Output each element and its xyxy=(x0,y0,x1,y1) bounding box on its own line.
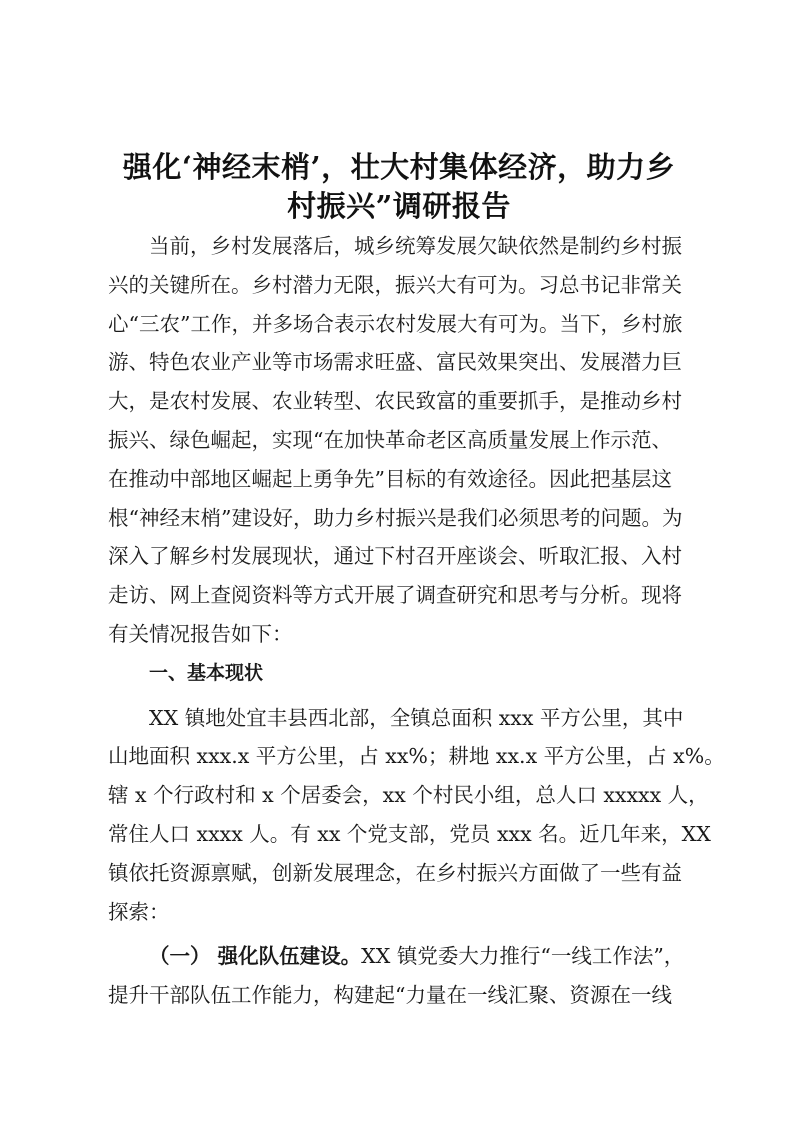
section-line: XX 镇地处宜丰县西北部，全镇总面积 xxx 平方公里，其中 xyxy=(149,705,684,730)
section-heading: 一、基本现状 xyxy=(149,661,264,684)
section-line: 常住人口 xxxx 人。有 xx 个党支部，党员 xxx 名。近几年来，XX xyxy=(108,821,711,846)
intro-line: 心“三农”工作，并多场合表示农村发展大有可为。当下，乡村旅 xyxy=(108,311,683,336)
subsection-line xyxy=(108,937,694,976)
intro-line: 振兴、绿色崛起，实现“在加快革命老区高质量发展上作示范、 xyxy=(108,427,672,452)
subsection-line: 提升干部队伍工作能力，构建起“力量在一线汇聚、资源在一线 xyxy=(108,983,672,1008)
intro-line: 游、特色农业产业等市场需求旺盛、富民效果突出、发展潜力巨 xyxy=(108,350,682,375)
intro-line: 深入了解乡村发展现状，通过下村召开座谈会、听取汇报、入村 xyxy=(108,544,682,569)
section-line: 山地面积 xxx.x 平方公里，占 xx%；耕地 xx.x 平方公里，占 x%。 xyxy=(108,744,725,769)
section-line: 探索： xyxy=(108,899,170,924)
intro-line: 大，是农村发展、农业转型、农民致富的重要抓手，是推动乡村 xyxy=(108,389,682,414)
subsection-label: （一） 强化队伍建设。 xyxy=(149,944,362,969)
intro-line: 有关情况报告如下： xyxy=(108,621,293,646)
report-body xyxy=(108,227,725,1015)
title-line-1: 强化‘神经末梢’，壮大村集体经济，助力乡 xyxy=(122,150,676,184)
report-title xyxy=(104,145,694,223)
intro-line: 在推动中部地区崛起上勇争先”目标的有效途径。因此把基层这 xyxy=(108,466,672,491)
intro-line: 根“神经末梢”建设好，助力乡村振兴是我们必须思考的问题。为 xyxy=(108,505,683,530)
intro-line: 走访、网上查阅资料等方式开展了调查研究和思考与分析。现将 xyxy=(108,583,682,608)
section-line: 辖 x 个行政村和 x 个居委会，xx 个村民小组，总人口 xxxxx 人， xyxy=(108,783,709,808)
intro-line: 当前，乡村发展落后，城乡统筹发展欠缺依然是制约乡村振 xyxy=(149,234,682,258)
intro-line: 兴的关键所在。乡村潜力无限，振兴大有可为。习总书记非常关 xyxy=(108,272,682,297)
section-line: 镇依托资源禀赋，创新发展理念，在乡村振兴方面做了一些有益 xyxy=(108,860,682,885)
title-line-2: 村振兴”调研报告 xyxy=(287,188,511,223)
subsection-text: XX 镇党委大力推行“一线工作法”， xyxy=(361,944,685,969)
